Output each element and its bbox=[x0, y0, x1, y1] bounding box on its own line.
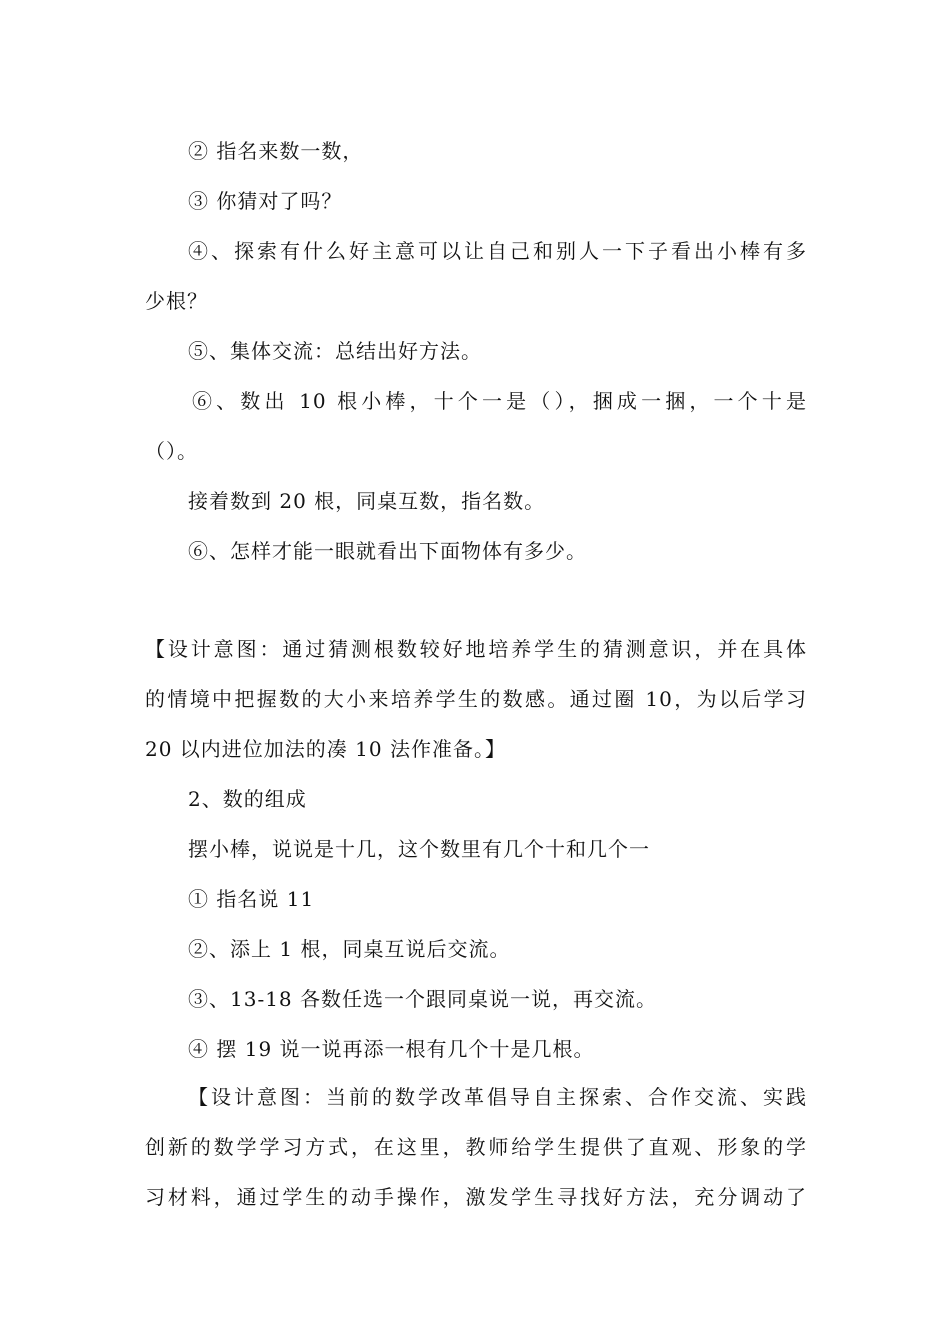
design-intent-2-line-2: 创新的数学学习方式，在这里，教师给学生提供了直观、形象的学 bbox=[145, 1135, 807, 1159]
text-line-8: 接着数到 20 根，同桌互数，指名数。 bbox=[188, 489, 546, 513]
text-line-5: ⑤、集体交流：总结出好方法。 bbox=[188, 339, 482, 363]
text-line-1: ② 指名来数一数， bbox=[188, 139, 364, 163]
text-line-2: ③ 你猜对了吗？ bbox=[188, 189, 343, 213]
design-intent-line-2: 的情境中把握数的大小来培养学生的数感。通过圈 10，为以后学习 bbox=[145, 687, 807, 711]
text-line-7: （）。 bbox=[145, 439, 198, 463]
design-intent-line-1: 【设计意图：通过猜测根数较好地培养学生的猜测意识，并在具体 bbox=[145, 637, 807, 661]
design-intent-line-3: 20 以内进位加法的凑 10 法作准备。】 bbox=[145, 737, 506, 761]
design-intent-2-line-3: 习材料，通过学生的动手操作，激发学生寻找好方法，充分调动了 bbox=[145, 1185, 807, 1209]
text-line-6: ⑥、数出 10 根小棒，十个一是（），捆成一捆，一个十是 bbox=[192, 389, 807, 413]
text-line-3: ④、探索有什么好主意可以让自己和别人一下子看出小棒有多 bbox=[188, 239, 807, 263]
text-line-9: ⑥、怎样才能一眼就看出下面物体有多少。 bbox=[188, 539, 587, 563]
section-heading: 2、数的组成 bbox=[188, 787, 307, 811]
text-line-17: ③、13-18 各数任选一个跟同桌说一说，再交流。 bbox=[188, 987, 658, 1011]
text-line-4: 少根？ bbox=[145, 289, 208, 313]
text-line-16: ②、添上 1 根，同桌互说后交流。 bbox=[188, 937, 511, 961]
design-intent-2-line-1: 【设计意图：当前的数学改革倡导自主探索、合作交流、实践 bbox=[188, 1085, 807, 1109]
text-line-18: ④ 摆 19 说一说再添一根有几个十是几根。 bbox=[188, 1037, 595, 1061]
text-line-15: ① 指名说 11 bbox=[188, 887, 315, 911]
text-line-14: 摆小棒，说说是十几，这个数里有几个十和几个一 bbox=[188, 837, 650, 861]
